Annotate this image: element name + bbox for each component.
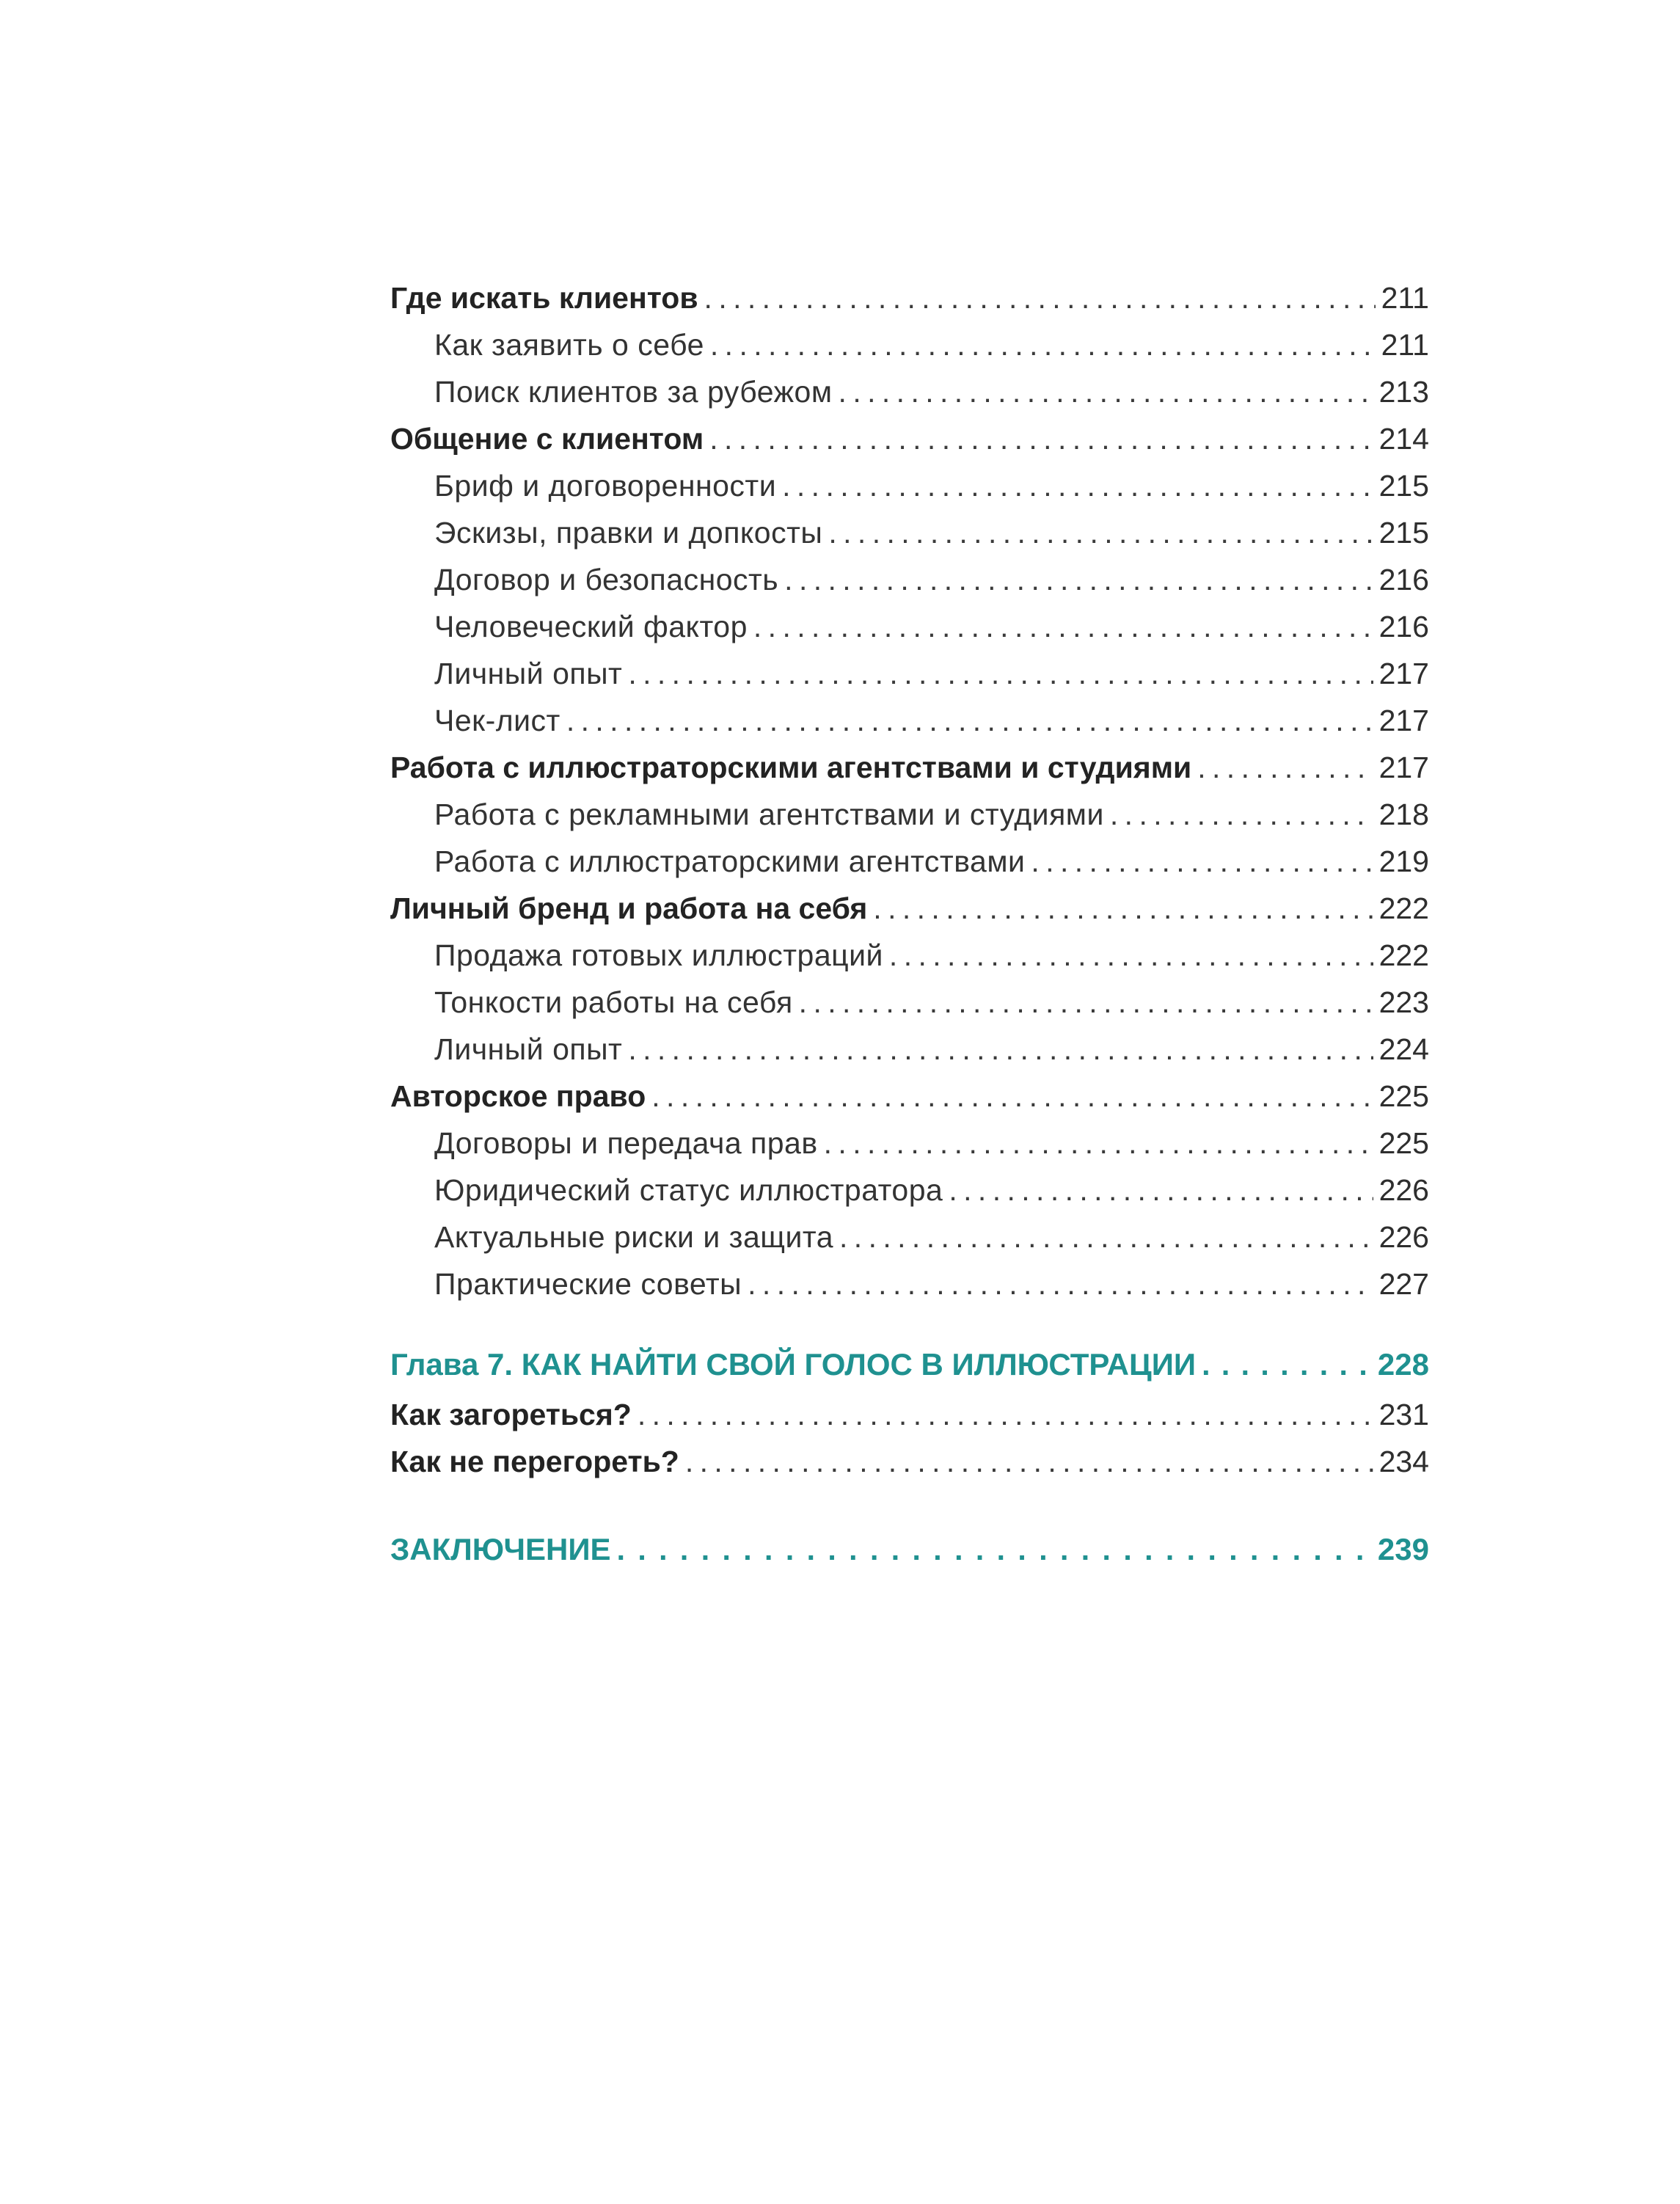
- dot-leader: [828, 509, 1373, 556]
- toc-subsection-entry[interactable]: [390, 1026, 1429, 1073]
- toc-page-number: 217: [1378, 704, 1429, 737]
- dot-leader: [839, 368, 1373, 415]
- toc-subsection-entry[interactable]: [390, 1260, 1429, 1307]
- toc-subsection-entry[interactable]: [390, 368, 1429, 415]
- toc-subsection-entry[interactable]: [390, 462, 1429, 509]
- toc-page-number: 217: [1378, 751, 1429, 784]
- toc-page-number: 239: [1377, 1532, 1429, 1566]
- toc-page-number: 231: [1378, 1398, 1429, 1431]
- toc-section-title: Общение с клиентом: [390, 422, 704, 456]
- toc-page-number: 223: [1378, 985, 1429, 1019]
- dot-leader: [782, 462, 1373, 509]
- dot-leader: [710, 321, 1376, 368]
- toc-page-number: 213: [1378, 375, 1429, 409]
- dot-leader: [709, 415, 1373, 462]
- dot-leader: [839, 1214, 1373, 1260]
- dot-leader: [617, 1523, 1372, 1576]
- toc-subsection-entry[interactable]: [390, 1167, 1429, 1214]
- dot-leader: [799, 979, 1373, 1026]
- dot-leader: [753, 603, 1373, 650]
- toc-page-number: 216: [1378, 563, 1429, 596]
- toc-section-title: Работа с иллюстраторскими агентствами и студиями: [390, 751, 1192, 784]
- toc-section-title: Как загореться?: [390, 1398, 632, 1431]
- dot-leader: [748, 1260, 1373, 1307]
- dot-leader: [704, 274, 1376, 321]
- toc-page-number: 234: [1378, 1445, 1429, 1478]
- toc-conclusion-entry[interactable]: [390, 1523, 1429, 1576]
- toc-subsection-title: Юридический статус иллюстратора: [434, 1173, 943, 1207]
- toc-chapter-entry[interactable]: [390, 1338, 1429, 1391]
- toc-page-number: 217: [1378, 657, 1429, 690]
- dot-leader: [1197, 744, 1373, 791]
- toc-subsection-title: Договор и безопасность: [434, 563, 779, 596]
- toc-subsection-title: Работа с иллюстраторскими агентствами: [434, 844, 1026, 878]
- toc-subsection-entry[interactable]: [390, 556, 1429, 603]
- toc-subsection-entry[interactable]: [390, 932, 1429, 979]
- toc-subsection-title: Как заявить о себе: [434, 328, 704, 362]
- dot-leader: [824, 1120, 1373, 1167]
- dot-leader: [949, 1167, 1373, 1214]
- toc-subsection-title: Актуальные риски и защита: [434, 1220, 833, 1254]
- toc-subsection-entry[interactable]: [390, 697, 1429, 744]
- toc-section-title: Как не перегореть?: [390, 1445, 679, 1478]
- toc-subsection-entry[interactable]: [390, 603, 1429, 650]
- toc-page-number: 214: [1378, 422, 1429, 456]
- toc-subsection-title: Работа с рекламными агентствами и студиями: [434, 798, 1104, 831]
- dot-leader: [566, 697, 1373, 744]
- toc-subsection-title: Бриф и договоренности: [434, 469, 777, 503]
- toc-subsection-entry[interactable]: [390, 509, 1429, 556]
- toc-page-number: 225: [1378, 1079, 1429, 1113]
- toc-subsection-title: Поиск клиентов за рубежом: [434, 375, 833, 409]
- toc-section-title: Авторское право: [390, 1079, 646, 1113]
- dot-leader: [628, 1026, 1373, 1073]
- toc-section-entry[interactable]: [390, 274, 1429, 321]
- dot-leader: [889, 932, 1373, 979]
- toc-section-title: Личный бренд и работа на себя: [390, 891, 868, 925]
- toc-subsection-title: Эскизы, правки и допкосты: [434, 516, 823, 550]
- toc-subsection-entry[interactable]: [390, 650, 1429, 697]
- toc-page-number: 211: [1381, 328, 1429, 362]
- dot-leader: [651, 1073, 1373, 1120]
- toc-page-number: 216: [1378, 610, 1429, 643]
- toc-page-number: 215: [1378, 469, 1429, 503]
- toc-section-title: Где искать клиентов: [390, 281, 698, 315]
- dot-leader: [784, 556, 1373, 603]
- toc-page-number: 215: [1378, 516, 1429, 550]
- toc-subsection-title: Договоры и передача прав: [434, 1126, 818, 1160]
- toc-section-entry[interactable]: [390, 1073, 1429, 1120]
- toc-subsection-title: Человеческий фактор: [434, 610, 748, 643]
- toc-section-entry[interactable]: [390, 415, 1429, 462]
- toc-subsection-entry[interactable]: [390, 838, 1429, 885]
- toc-subsection-entry[interactable]: [390, 1214, 1429, 1260]
- toc-page-number: 219: [1378, 844, 1429, 878]
- toc-subsection-title: Личный опыт: [434, 1032, 623, 1066]
- toc-chapter-title: Глава 7. КАК НАЙТИ СВОЙ ГОЛОС В ИЛЛЮСТРАЦИИ: [390, 1347, 1197, 1382]
- toc-conclusion-title: ЗАКЛЮЧЕНИЕ: [390, 1532, 611, 1566]
- toc-page-number: 227: [1378, 1267, 1429, 1301]
- toc-page-number: 228: [1377, 1347, 1429, 1382]
- dot-leader: [1031, 838, 1373, 885]
- dot-leader: [1202, 1338, 1372, 1391]
- toc-page-number: 222: [1378, 891, 1429, 925]
- dot-leader: [873, 885, 1373, 932]
- toc-section-entry[interactable]: [390, 1438, 1429, 1485]
- dot-leader: [1110, 791, 1373, 838]
- toc-subsection-entry[interactable]: [390, 1120, 1429, 1167]
- dot-leader: [638, 1391, 1373, 1438]
- dot-leader: [685, 1438, 1373, 1485]
- toc-subsection-title: Практические советы: [434, 1267, 742, 1301]
- toc-subsection-title: Чек-лист: [434, 704, 560, 737]
- toc-section-entry[interactable]: [390, 1391, 1429, 1438]
- toc-page-number: 226: [1378, 1173, 1429, 1207]
- toc-page-number: 222: [1378, 938, 1429, 972]
- dot-leader: [628, 650, 1373, 697]
- toc-section-entry[interactable]: [390, 744, 1429, 791]
- toc-page-number: 211: [1381, 281, 1429, 315]
- toc-page-number: 225: [1378, 1126, 1429, 1160]
- toc-page-number: 218: [1378, 798, 1429, 831]
- toc-section-entry[interactable]: [390, 885, 1429, 932]
- toc-subsection-title: Продажа готовых иллюстраций: [434, 938, 883, 972]
- table-of-contents: [390, 274, 1429, 1576]
- toc-subsection-entry[interactable]: [390, 321, 1429, 368]
- toc-subsection-title: Личный опыт: [434, 657, 623, 690]
- toc-subsection-entry[interactable]: [390, 979, 1429, 1026]
- toc-subsection-entry[interactable]: [390, 791, 1429, 838]
- toc-subsection-title: Тонкости работы на себя: [434, 985, 793, 1019]
- toc-page-number: 226: [1378, 1220, 1429, 1254]
- toc-page-number: 224: [1378, 1032, 1429, 1066]
